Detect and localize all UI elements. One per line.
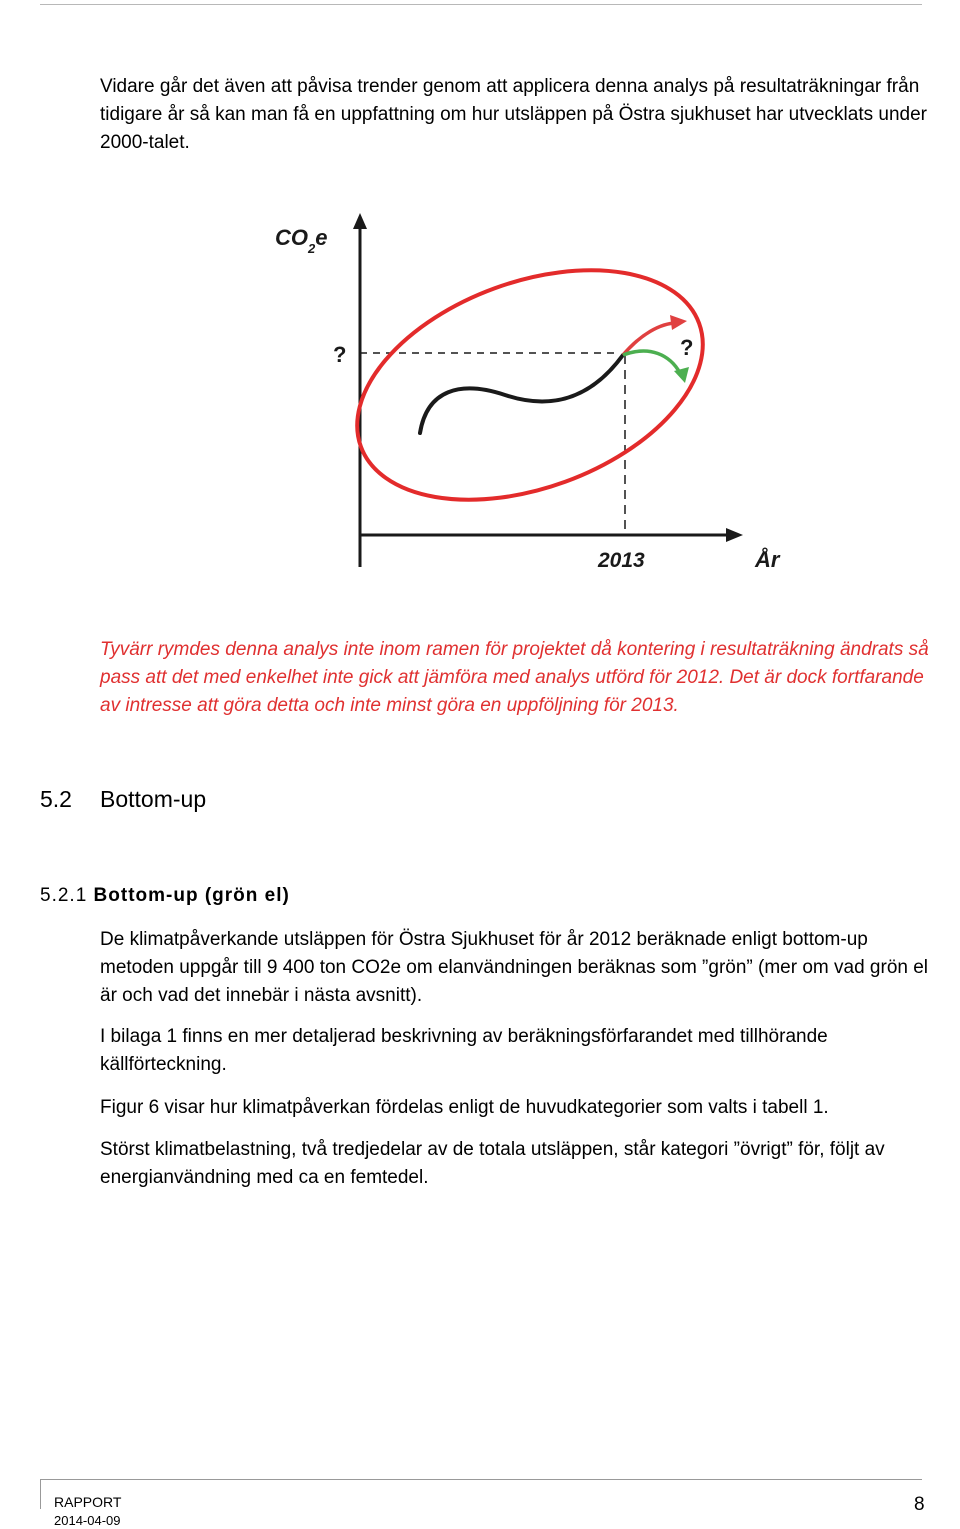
body-paragraph-2: I bilaga 1 finns en mer detaljerad beskrivning av beräkningsförfarandet med tillhörande källförteckning.: [100, 1026, 828, 1075]
footer-label: RAPPORT: [54, 1494, 122, 1510]
body-paragraph-3: Figur 6 visar hur klimatpåverkan fördelas enligt de huvudkategorier som valts i tabell 1.: [100, 1097, 829, 1118]
y-axis-arrowhead: [353, 213, 367, 229]
question-mark-right: ?: [680, 335, 694, 360]
intro-paragraph: Vidare går det även att påvisa trender genom att applicera denna analys på resultaträkningar från tidigare år så kan man få en uppfattning om hur utsläppen på Östra sjukhuset har utvecklats under 2000-talet.: [100, 76, 927, 153]
x-axis-label: År: [755, 547, 780, 572]
top-rule: [40, 4, 922, 5]
year-label: 2013: [598, 549, 645, 572]
question-mark-left: ?: [333, 342, 347, 367]
subsection-heading: [40, 883, 290, 909]
body-paragraph-1: De klimatpåverkande utsläppen för Östra Sjukhuset för år 2012 beräknade enligt bottom-up metoden uppgår till 9 400 ton CO2e om elanvändningen beräknas som ”grön” (mer om vad grön el är och vad det innebär i nästa avsnitt).: [100, 929, 929, 1006]
highlight-ellipse: [326, 227, 735, 544]
page-number: 8: [914, 1494, 925, 1515]
section-number: 5.2: [40, 786, 72, 812]
downward-projection: [623, 351, 680, 373]
trend-illustration: [265, 205, 805, 595]
footer-rule: [40, 1479, 922, 1480]
section-heading: [40, 784, 206, 814]
body-paragraph-4: Störst klimatbelastning, två tredjedelar av de totala utsläppen, står kategori ”övrigt” för, följt av energianvändning med ca en femtedel.: [100, 1139, 885, 1188]
y-axis-label: $CO_2e$: [275, 225, 328, 256]
x-axis-arrowhead: [726, 528, 743, 542]
trend-curve: [420, 355, 623, 433]
footer-rule-vertical: [40, 1479, 41, 1509]
note-paragraph: Tyvärr rymdes denna analys inte inom ramen för projektet då kontering i resultaträkning ändrats så pass att det med enkelhet inte gick att jämföra med analys utförd för 2012. Det är dock fortfarande av intresse att göra detta och inte minst göra en uppföljning för 2013.: [100, 639, 929, 716]
footer-date: 2014-04-09: [54, 1513, 121, 1528]
subsection-title: Bottom-up (grön el): [93, 885, 290, 906]
subsection-number: 5.2.1: [40, 885, 88, 906]
section-title: Bottom-up: [100, 786, 207, 812]
upward-arrowhead: [670, 315, 687, 330]
